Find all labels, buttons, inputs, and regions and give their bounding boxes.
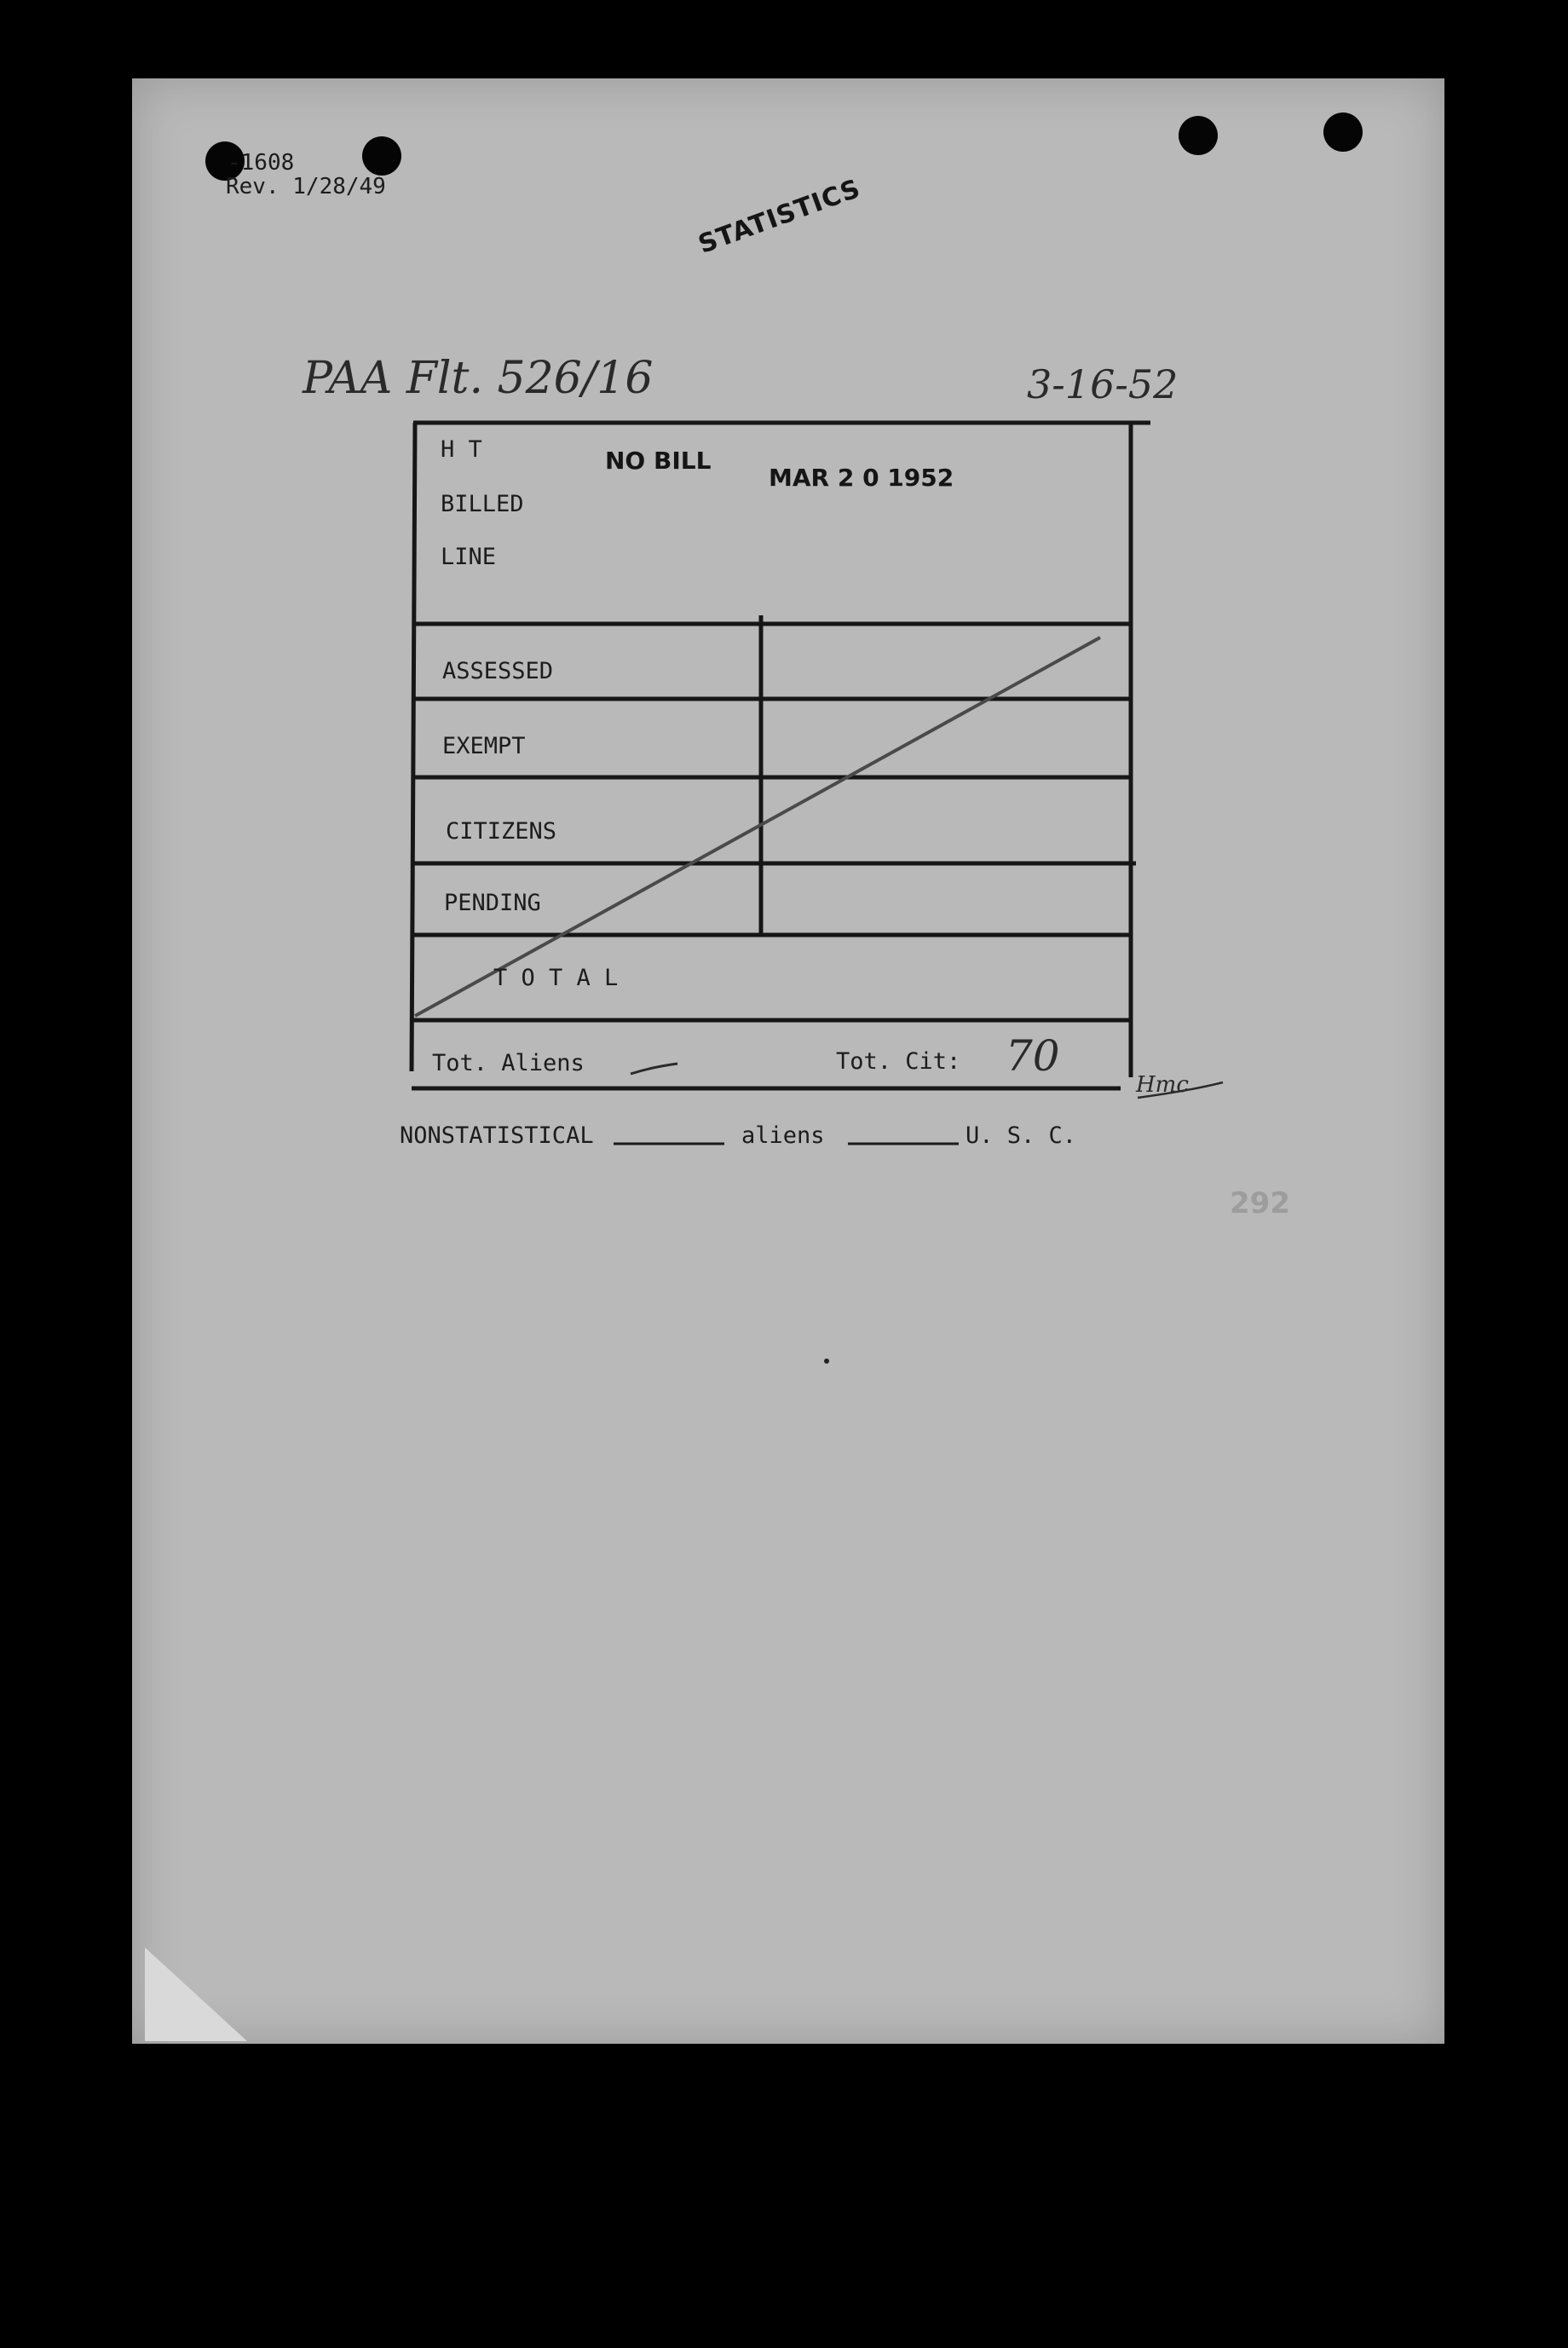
form-number: -1608 — [228, 150, 295, 176]
form-revision: Rev. 1/28/49 — [226, 174, 386, 199]
handwritten-flight: PAA Flt. 526/16 — [303, 353, 654, 404]
document-page — [132, 78, 1444, 2044]
folded-corner — [145, 1947, 247, 2041]
label-exempt: EXEMPT — [442, 733, 526, 759]
label-citizens: CITIZENS — [446, 818, 557, 845]
handwritten-initials: Hmc — [1136, 1072, 1189, 1098]
ink-speck — [824, 1359, 829, 1364]
label-total: T O T A L — [493, 965, 619, 991]
nonstatistical-label: NONSTATISTICAL — [400, 1122, 594, 1149]
handwritten-total-citizens: 70 — [1006, 1031, 1060, 1081]
nonstatistical-aliens: aliens — [741, 1122, 825, 1149]
label-line: LINE — [441, 544, 497, 570]
form-grid — [132, 78, 1444, 2044]
label-ht: H T — [441, 436, 482, 463]
handwritten-date: 3-16-52 — [1027, 361, 1179, 407]
label-assessed: ASSESSED — [442, 658, 554, 684]
label-pending: PENDING — [444, 890, 541, 916]
label-tot-aliens: Tot. Aliens — [432, 1050, 585, 1076]
label-billed: BILLED — [441, 491, 524, 517]
nonstatistical-usc: U. S. C. — [966, 1122, 1077, 1149]
faint-page-number: 292 — [1230, 1186, 1290, 1220]
statistics-stamp: STATISTICS — [695, 173, 865, 260]
date-received-stamp: MAR 2 0 1952 — [769, 464, 954, 492]
no-bill-stamp: NO BILL — [605, 447, 712, 475]
label-tot-cit: Tot. Cit: — [836, 1048, 961, 1075]
